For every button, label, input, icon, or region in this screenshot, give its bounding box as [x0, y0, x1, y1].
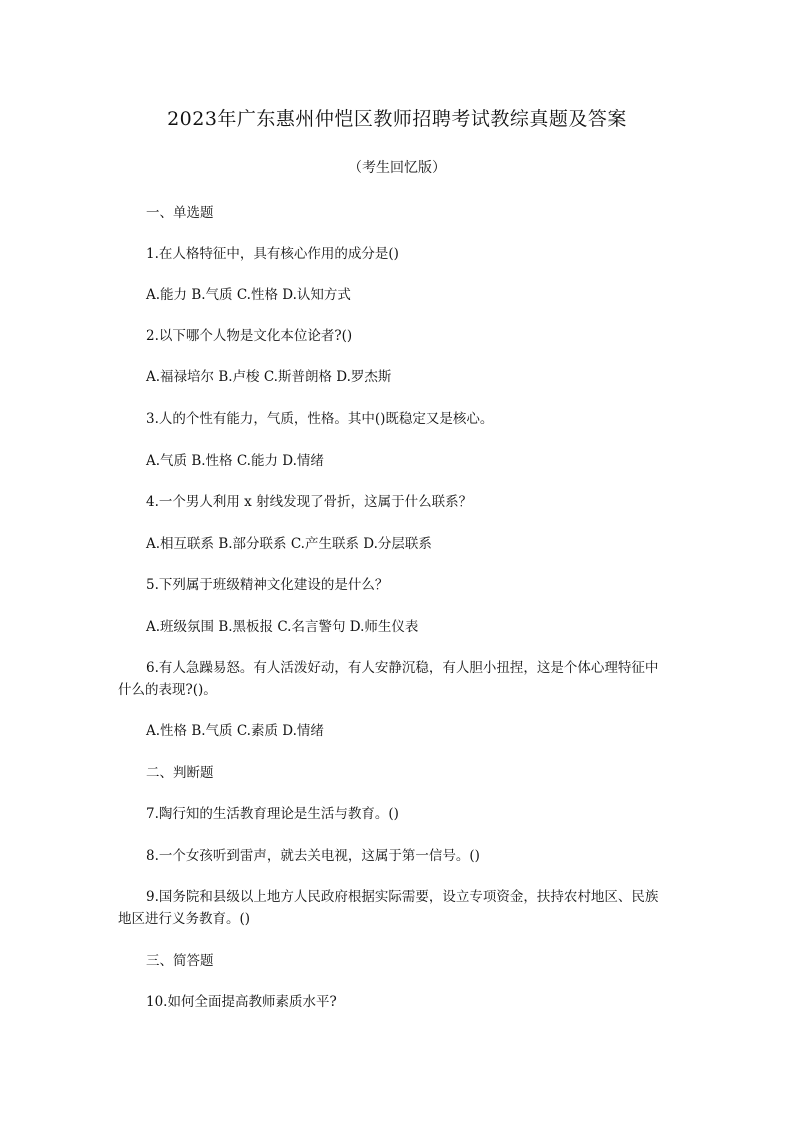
section-heading-single-choice: 一、单选题	[146, 205, 214, 221]
section-heading-true-false: 二、判断题	[146, 765, 214, 781]
question-1-options: A.能力 B.气质 C.性格 D.认知方式	[146, 287, 351, 303]
document-subtitle: （考生回忆版）	[348, 160, 446, 176]
question-3: 3.人的个性有能力，气质，性格。其中()既稳定又是核心。	[146, 411, 494, 427]
question-3-options: A.气质 B.性格 C.能力 D.情绪	[146, 453, 324, 469]
question-8: 8.一个女孩听到雷声，就去关电视，这属于第一信号。()	[146, 848, 480, 864]
question-9: 9.国务院和县级以上地方人民政府根据实际需要，设立专项资金，扶持农村地区、民族地区进行义务教育。()	[118, 889, 659, 927]
section-heading-short-answer: 三、简答题	[146, 953, 214, 969]
question-10: 10.如何全面提高教师素质水平?	[146, 994, 337, 1010]
question-6: 6.有人急躁易怒。有人活泼好动，有人安静沉稳，有人胆小扭捏，这是个体心理特征中什么的表现?()。	[118, 660, 659, 698]
document-title: 2023年广东惠州仲恺区教师招聘考试教综真题及答案	[167, 108, 627, 130]
question-1: 1.在人格特征中，具有核心作用的成分是()	[146, 246, 399, 262]
question-5-options: A.班级氛围 B.黑板报 C.名言警句 D.师生仪表	[146, 619, 419, 635]
question-2-options: A.福禄培尔 B.卢梭 C.斯普朗格 D.罗杰斯	[146, 369, 392, 385]
question-6-options: A.性格 B.气质 C.素质 D.情绪	[146, 723, 324, 739]
question-4: 4.一个男人利用 x 射线发现了骨折，这属于什么联系？	[146, 494, 473, 510]
question-2: 2.以下哪个人物是文化本位论者?()	[146, 328, 353, 344]
question-4-options: A.相互联系 B.部分联系 C.产生联系 D.分层联系	[146, 536, 432, 552]
question-7: 7.陶行知的生活教育理论是生活与教育。()	[146, 806, 399, 822]
question-5: 5.下列属于班级精神文化建设的是什么？	[146, 577, 389, 593]
